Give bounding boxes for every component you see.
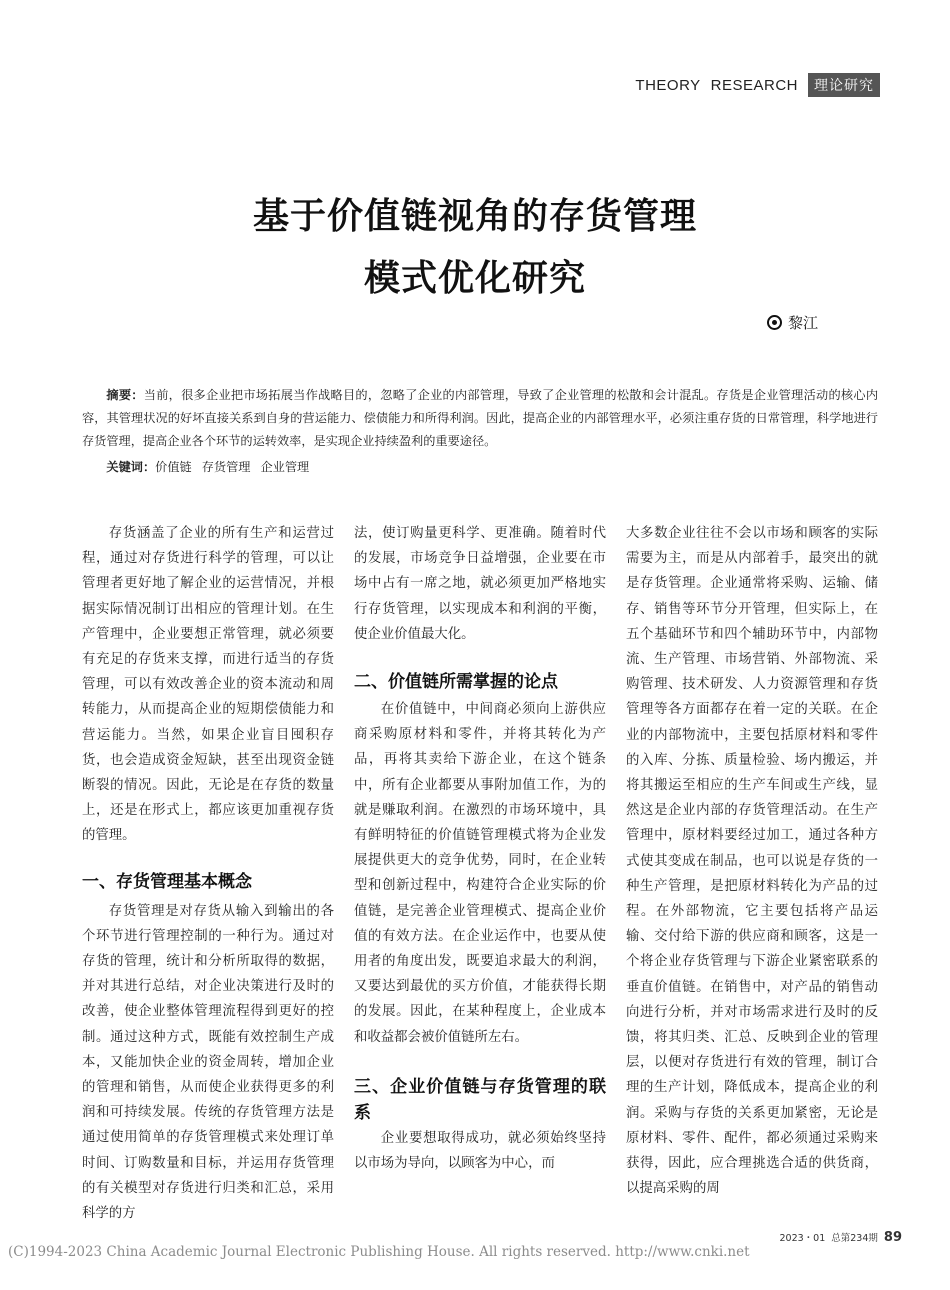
author-bullet-icon: [767, 315, 782, 330]
page-footer: [780, 1230, 903, 1245]
body-column-2: [354, 521, 606, 1176]
header-word-research: RESEARCH: [710, 76, 798, 94]
article-title-line-2: 模式优化研究: [363, 258, 586, 299]
column-header: [635, 73, 880, 97]
keyword: 企业管理: [260, 460, 310, 474]
paragraph: 存货管理是对存货从输入到输出的各个环节进行管理控制的一种行为。通过对存货的管理，统计和分析所取得的数据，并对其进行总结，对企业决策进行及时的改善，使企业整体管理流程得到更好的控制。通过这种方式，既能有效控制生产成本，又能加快企业的资金周转，增加企业的管理和销售，从而使企业获得更多的利润和可持续发展。传统的存货管理方法是通过使用简单的存货管理模式来处理订单时间、订购数量和目标，并运用存货管理的有关模型对存货进行归类和汇总，采用科学的方: [82, 903, 334, 1222]
body-column-3: [626, 521, 878, 1201]
author-name: 黎江: [787, 314, 818, 332]
column-header-en: [635, 77, 798, 94]
body-column-1: [82, 521, 334, 1226]
section-heading-2: 二、价值链所需掌握的论点: [354, 672, 558, 693]
copyright-watermark: (C)1994-2023 China Academic Journal Electronic Publishing House. All rights reserved. http://www.cnki.net: [8, 1244, 750, 1260]
total-issue: 总第234期: [831, 1233, 878, 1244]
issue-number: 2023・01: [779, 1233, 826, 1244]
paragraph: 法，使订购量更科学、更准确。随着时代的发展，市场竞争日益增强，企业要在市场中占有一席之地，就必须更加严格地实行存货管理，以实现成本和利润的平衡，使企业价值最大化。: [354, 526, 606, 642]
article-title-line-1: 基于价值链视角的存货管理: [252, 196, 697, 237]
paragraph: 大多数企业往往不会以市场和顾客的实际需要为主，而是从内部着手，最突出的就是存货管理。企业通常将采购、运输、储存、销售等环节分开管理，但实际上，在五个基础环节和四个辅助环节中，内部物流、生产管理、市场营销、外部物流、采购管理、技术研发、人力资源管理和存货管理等各方面都存在着一定的关联。在企业的内部物流中，主要包括原材料和零件的入库、分拣、质量检验、场内搬运，并将其搬运至相应的生产车间或生产线，显然这是企业内部的存货管理活动。在生产管理中，原材料要经过加工，通过各种方式使其变成在制品，也可以说是存货的一种生产管理，是把原材料转化为产品的过程。在外部物流，它主要包括将产品运输、交付给下游的供应商和顾客，这是一个将企业存货管理与下游企业紧密联系的垂直价值链。在销售中，对产品的销售动向进行分析，并对市场需求进行及时的反馈，将其归类、汇总、反映到企业的管理层，以便对存货进行有效的管理，制订合理的生产计划，降低成本，提高企业的利润。采购与存货的关系更加紧密，无论是原材料、零件、配件，都必须通过采购来获得，因此，应合理挑选合适的供货商，以提高采购的周: [626, 526, 878, 1197]
page-number: 89: [883, 1230, 902, 1245]
paragraph: 在价值链中，中间商必须向上游供应商采购原材料和零件，并将其转化为产品，再将其卖给下游企业，在这个链条中，所有企业都要从事附加值工作，为的就是赚取利润。在激烈的市场环境中，具有鲜明特征的价值链管理模式将为企业发展提供更大的竞争优势，同时，在企业转型和创新过程中，构建符合企业实际的价值链，是完善企业管理模式、提高企业价值的有效方法。在企业运作中，也要从使用者的角度出发，既要追求最大的利润，又要达到最优的买方价值，才能获得长期的发展。因此，在某种程度上，企业成本和收益都会被价值链所左右。: [354, 702, 606, 1045]
keywords: [82, 456, 878, 479]
header-word-theory: THEORY: [635, 76, 701, 94]
column-header-cn: 理论研究: [808, 73, 880, 97]
section-heading-1: 一、存货管理基本概念: [82, 871, 252, 892]
section-heading-3: 三、企业价值链与存货管理的联系: [354, 1076, 606, 1123]
abstract-label: 摘要：: [106, 388, 144, 402]
author: [767, 312, 818, 333]
paragraph: 存货涵盖了企业的所有生产和运营过程，通过对存货进行科学的管理，可以让管理者更好地了解企业的运营情况，并根据实际情况制订出相应的管理计划。在生产管理中，企业要想正常管理，就必须要有充足的存货来支撑，而进行适当的存货管理，可以有效改善企业的资本流动和周转能力，从而提高企业的短期偿债能力和营运能力。当然，如果企业盲目囤积存货，也会造成资金短缺，甚至出现资金链断裂的情况。因此，无论是在存货的数量上，还是在形式上，都应该更加重视存货的管理。: [82, 526, 334, 844]
keyword: 价值链: [155, 460, 192, 474]
article-title: [0, 186, 950, 310]
keywords-label: 关键词：: [106, 460, 156, 474]
abstract: [82, 384, 878, 453]
keyword: 存货管理: [201, 460, 251, 474]
abstract-text: 当前，很多企业把市场拓展当作战略目的，忽略了企业的内部管理，导致了企业管理的松散和会计混乱。存货是企业管理活动的核心内容，其管理状况的好坏直接关系到自身的营运能力、偿债能力和所得利润。因此，提高企业的内部管理水平，必须注重存货的日常管理，科学地进行存货管理，提高企业各个环节的运转效率，是实现企业持续盈利的重要途径。: [82, 388, 879, 448]
paragraph: 企业要想取得成功，就必须始终坚持以市场为导向，以顾客为中心，而: [354, 1130, 606, 1172]
